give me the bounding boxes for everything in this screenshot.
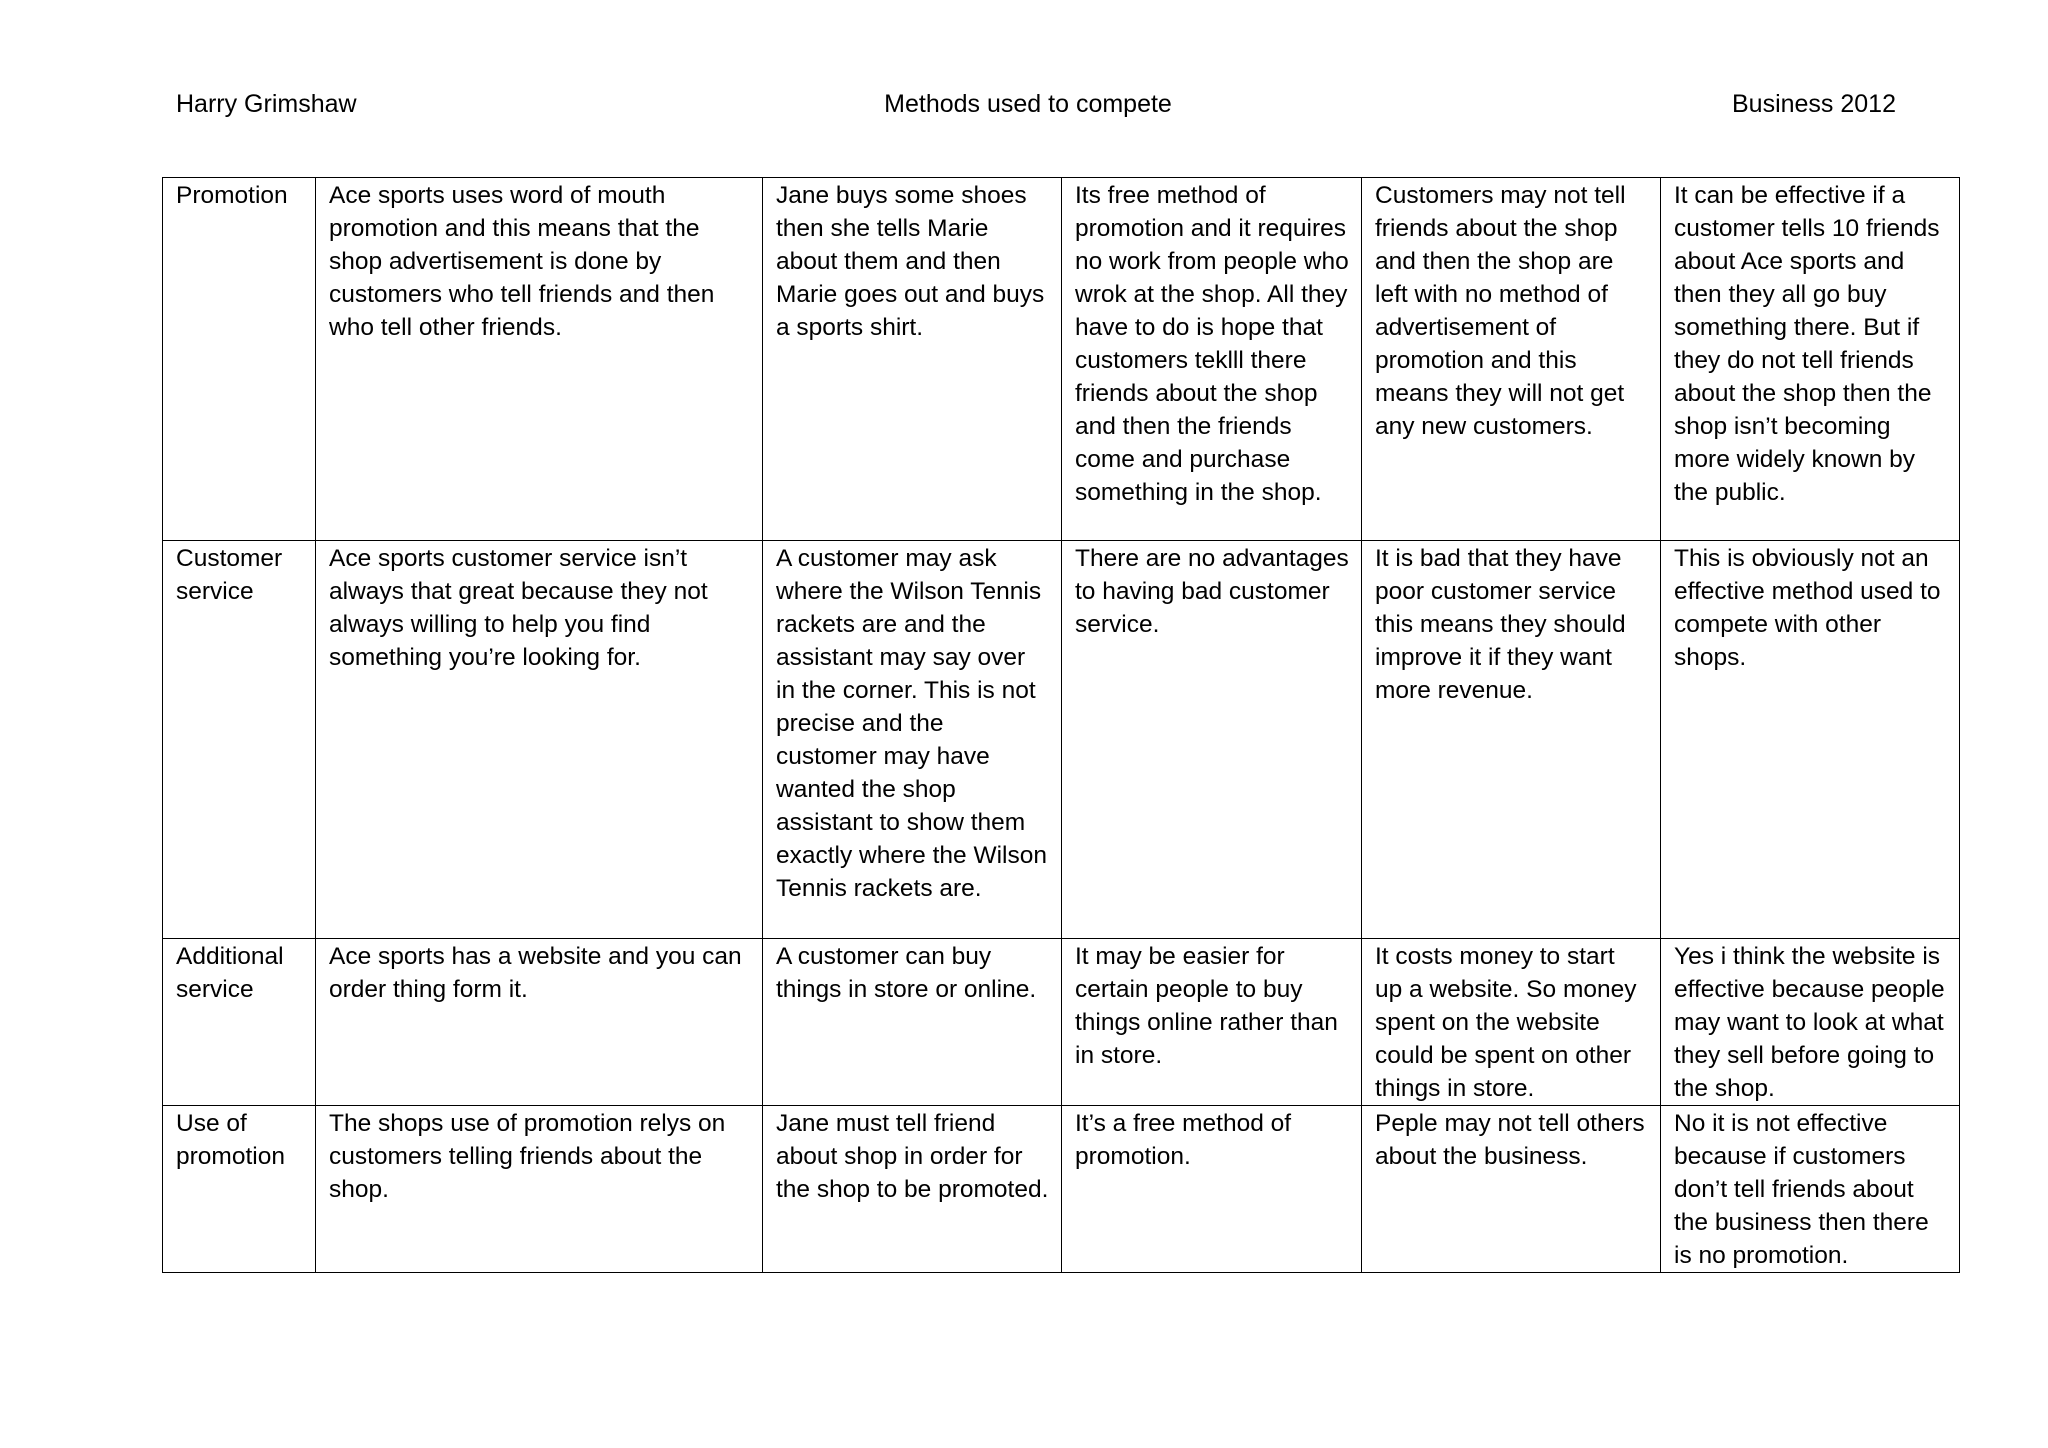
table-row: [163, 939, 1960, 1106]
example-cell: Jane must tell friend about shop in order for the shop to be promoted.: [763, 1106, 1062, 1273]
effectiveness-cell: It can be effective if a customer tells 10 friends about Ace sports and then they all go buy something there. But if they do not tell friends about the shop then the shop isn’t becoming more widely known by the public.: [1661, 178, 1960, 541]
table-row: [163, 541, 1960, 939]
effectiveness-cell: No it is not effective because if customers don’t tell friends about the business then there is no promotion.: [1661, 1106, 1960, 1273]
example-cell: A customer may ask where the Wilson Tennis rackets are and the assistant may say over in the corner. This is not precise and the customer may have wanted the shop assistant to show them exactly where the Wilson Tennis rackets are.: [763, 541, 1062, 939]
document-title: Methods used to compete: [884, 90, 1172, 118]
course-label: Business 2012: [1731, 90, 1896, 118]
method-cell: Customer service: [163, 541, 316, 939]
table-row: [163, 1106, 1960, 1273]
advantages-cell: There are no advantages to having bad customer service.: [1062, 541, 1362, 939]
example-cell: Jane buys some shoes then she tells Marie about them and then Marie goes out and buys a sports shirt.: [763, 178, 1062, 541]
disadvantages-cell: Peple may not tell others about the business.: [1362, 1106, 1661, 1273]
description-cell: Ace sports has a website and you can order thing form it.: [316, 939, 763, 1106]
method-cell: Promotion: [163, 178, 316, 541]
method-cell: Additional service: [163, 939, 316, 1106]
advantages-cell: It’s a free method of promotion.: [1062, 1106, 1362, 1273]
advantages-cell: It may be easier for certain people to buy things online rather than in store.: [1062, 939, 1362, 1106]
advantages-cell: Its free method of promotion and it requires no work from people who wrok at the shop. All they have to do is hope that customers teklll there friends about the shop and then the friends come and purchase something in the shop.: [1062, 178, 1362, 541]
description-cell: The shops use of promotion relys on customers telling friends about the shop.: [316, 1106, 763, 1273]
methods-table: [162, 177, 1960, 1273]
table-row: [163, 178, 1960, 541]
author-name: Harry Grimshaw: [176, 90, 357, 118]
disadvantages-cell: It is bad that they have poor customer service this means they should improve it if they want more revenue.: [1362, 541, 1661, 939]
method-cell: Use of promotion: [163, 1106, 316, 1273]
disadvantages-cell: Customers may not tell friends about the shop and then the shop are left with no method of advertisement of promotion and this means they will not get any new customers.: [1362, 178, 1661, 541]
page-header: [0, 86, 2048, 122]
example-cell: A customer can buy things in store or online.: [763, 939, 1062, 1106]
effectiveness-cell: This is obviously not an effective method used to compete with other shops.: [1661, 541, 1960, 939]
effectiveness-cell: Yes i think the website is effective because people may want to look at what they sell before going to the shop.: [1661, 939, 1960, 1106]
description-cell: Ace sports uses word of mouth promotion and this means that the shop advertisement is done by customers who tell friends and then who tell other friends.: [316, 178, 763, 541]
disadvantages-cell: It costs money to start up a website. So money spent on the website could be spent on other things in store.: [1362, 939, 1661, 1106]
description-cell: Ace sports customer service isn’t always that great because they not always willing to help you find something you’re looking for.: [316, 541, 763, 939]
